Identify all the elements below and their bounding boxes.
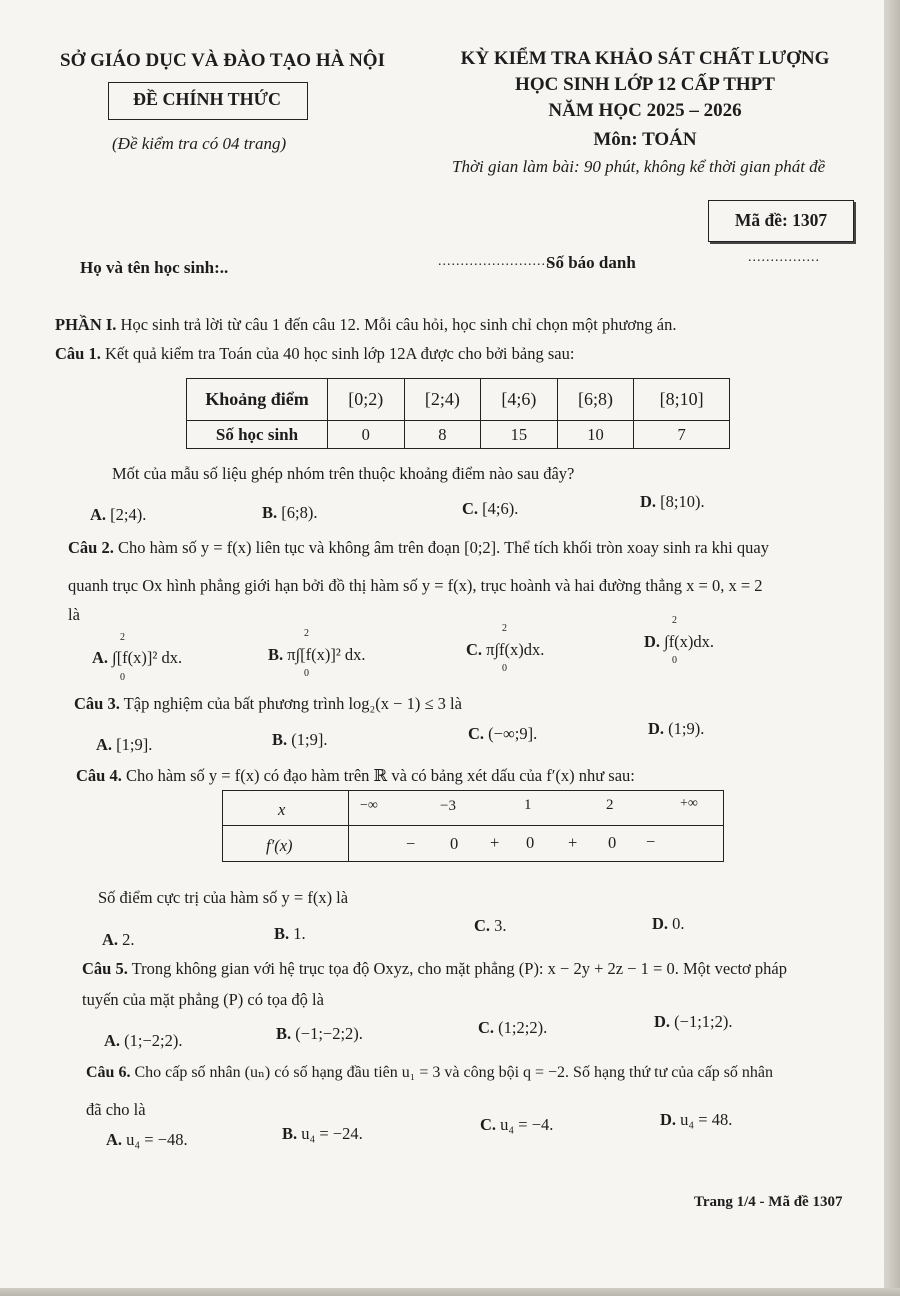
- student-name-dots: ..........................: [438, 254, 555, 269]
- exam-title-1: KỲ KIỂM TRA KHẢO SÁT CHẤT LƯỢNG: [460, 48, 830, 69]
- q3-option-c[interactable]: C. (−∞;9].: [468, 724, 538, 743]
- score-count: 8: [404, 421, 481, 449]
- q2-option-d[interactable]: D. ∫f(x)dx.: [644, 632, 715, 651]
- question-1: [55, 344, 574, 364]
- exam-title-2: HỌC SINH LỚP 12 CẤP THPT: [515, 74, 775, 95]
- sign-table-sign: +: [490, 833, 500, 852]
- question-3: [74, 694, 462, 714]
- exam-code: Mã đề: 1307: [734, 210, 828, 230]
- sign-table-sign: +: [568, 833, 578, 852]
- page-edge-shadow: [884, 0, 900, 1296]
- student-name-label: Họ và tên học sinh:..: [80, 258, 229, 277]
- subject: Môn: TOÁN: [593, 129, 697, 150]
- q2-option-a[interactable]: A. ∫[f(x)]² dx.: [92, 648, 183, 667]
- q1-option-c[interactable]: C. [4;6).: [462, 499, 519, 518]
- q5-option-d[interactable]: D. (−1;1;2).: [654, 1012, 733, 1031]
- time-note: Thời gian làm bài: 90 phút, không kể thời gian phát đề: [452, 157, 826, 176]
- score-count: 10: [557, 421, 634, 449]
- sign-table-x-value: 1: [524, 797, 532, 813]
- sign-table-x-value: −∞: [360, 798, 378, 813]
- q1-label: Câu 1.: [55, 344, 101, 363]
- sign-table-fprime-label: f′(x): [266, 836, 293, 855]
- question-6: [86, 1062, 773, 1082]
- sign-table-x-value: +∞: [680, 796, 698, 811]
- q2-a-lower: 0: [120, 672, 125, 683]
- q4-option-a[interactable]: A. 2.: [102, 930, 135, 949]
- q2-a-upper: 2: [120, 632, 125, 643]
- score-interval-row: [187, 379, 730, 421]
- q6-label: Câu 6.: [86, 1064, 131, 1081]
- question-4: [76, 766, 635, 786]
- q2-line1: Cho hàm số y = f(x) liên tục và không âm trên đoạn [0;2]. Thể tích khối tròn xoay sinh ra khi quay: [113, 538, 769, 557]
- q2-option-b[interactable]: B. π∫[f(x)]² dx.: [268, 645, 366, 664]
- score-interval: [4;6): [481, 379, 558, 421]
- q3-option-d[interactable]: D. (1;9).: [648, 719, 705, 738]
- q6-line1: Cho cấp số nhân (uₙ) có số hạng đầu tiên u₁ = 3 và công bội q = −2. Số hạng thứ tư của cấp số nhân: [130, 1064, 774, 1081]
- q2-c-upper: 2: [502, 623, 507, 634]
- department-name: SỞ GIÁO DỤC VÀ ĐÀO TẠO HÀ NỘI: [60, 50, 385, 71]
- q2-line3: là: [68, 605, 80, 624]
- q3-option-b[interactable]: B. (1;9].: [272, 730, 328, 749]
- q2-option-c[interactable]: C. π∫f(x)dx.: [466, 640, 545, 659]
- q5-option-c[interactable]: C. (1;2;2).: [478, 1018, 548, 1037]
- score-table: [186, 378, 730, 449]
- official-label: ĐỀ CHÍNH THỨC: [132, 89, 282, 109]
- q6-option-a[interactable]: A. u₄ = −48.: [106, 1130, 188, 1149]
- q4-option-d[interactable]: D. 0.: [652, 914, 685, 933]
- part1-text: Học sinh trả lời từ câu 1 đến câu 12. Mỗi câu hỏi, học sinh chỉ chọn một phương án.: [116, 315, 677, 334]
- q1-option-b[interactable]: B. [6;8).: [262, 503, 318, 522]
- q6-line2: đã cho là: [86, 1100, 146, 1119]
- q3-label: Câu 3.: [74, 694, 120, 713]
- q1-text: Kết quả kiểm tra Toán của 40 học sinh lớp 12A được cho bởi bảng sau:: [100, 344, 575, 363]
- question-2: [68, 538, 769, 558]
- q5-option-a[interactable]: A. (1;−2;2).: [104, 1031, 183, 1050]
- q4-question: Số điểm cực trị của hàm số y = f(x) là: [98, 888, 349, 907]
- q5-option-b[interactable]: B. (−1;−2;2).: [276, 1024, 363, 1043]
- sign-table-sign: −: [406, 834, 416, 853]
- sign-table-x-value: 2: [606, 797, 614, 813]
- q6-option-b[interactable]: B. u₄ = −24.: [282, 1124, 363, 1143]
- score-table-header-count: Số học sinh: [187, 421, 328, 449]
- exam-year: NĂM HỌC 2025 – 2026: [548, 100, 742, 121]
- q3-text: Tập nghiệm của bất phương trình log₂(x − 1) ≤ 3 là: [119, 694, 462, 713]
- score-count: 0: [328, 421, 405, 449]
- sign-table-col-divider: [348, 791, 349, 861]
- q1-option-d[interactable]: D. [8;10).: [640, 492, 705, 511]
- student-id-dots: ................: [748, 250, 820, 265]
- question-5: [82, 959, 787, 979]
- q2-line2: quanh trục Ox hình phẳng giới hạn bởi đồ thị hàm số y = f(x), trục hoành và hai đường thẳng x = 0, x = 2: [68, 576, 763, 595]
- q6-option-d[interactable]: D. u₄ = 48.: [660, 1110, 733, 1129]
- sign-table-sign: 0: [450, 834, 459, 853]
- q1-option-a[interactable]: A. [2;4).: [90, 505, 147, 524]
- q5-label: Câu 5.: [82, 959, 128, 978]
- q4-option-c[interactable]: C. 3.: [474, 916, 507, 935]
- part1-instruction: [55, 315, 676, 335]
- score-interval: [2;4): [404, 379, 481, 421]
- q1-question: Mốt của mẫu số liệu ghép nhóm trên thuộc khoảng điểm nào sau đây?: [112, 464, 575, 483]
- q4-label: Câu 4.: [76, 766, 122, 785]
- part1-label: PHẦN I.: [55, 315, 117, 334]
- score-interval: [0;2): [328, 379, 405, 421]
- score-count-row: [187, 421, 730, 449]
- sign-table-row-divider: [223, 825, 723, 826]
- sign-table-sign: 0: [526, 833, 535, 852]
- pages-note: (Đề kiểm tra có 04 trang): [112, 134, 287, 153]
- student-id-label: Số báo danh: [546, 253, 636, 272]
- score-interval: [8;10]: [634, 379, 730, 421]
- q2-d-lower: 0: [672, 655, 677, 666]
- q5-line1: Trong không gian với hệ trục tọa độ Oxyz, cho mặt phẳng (P): x − 2y + 2z − 1 = 0. Một vectơ pháp: [127, 959, 787, 978]
- score-count: 7: [634, 421, 730, 449]
- q2-b-upper: 2: [304, 628, 309, 639]
- q2-d-upper: 2: [672, 615, 677, 626]
- score-count: 15: [481, 421, 558, 449]
- q6-option-c[interactable]: C. u₄ = −4.: [480, 1115, 554, 1134]
- sign-table-sign: 0: [608, 833, 617, 852]
- sign-table-sign: −: [646, 832, 656, 851]
- sign-table-x-label: x: [278, 800, 286, 819]
- page-footer: Trang 1/4 - Mã đề 1307: [694, 1194, 843, 1210]
- q4-option-b[interactable]: B. 1.: [274, 924, 306, 943]
- score-interval: [6;8): [557, 379, 634, 421]
- q4-text: Cho hàm số y = f(x) có đạo hàm trên ℝ và có bảng xét dấu của f′(x) như sau:: [121, 766, 635, 785]
- page-bottom-shadow: [0, 1288, 900, 1296]
- q3-option-a[interactable]: A. [1;9].: [96, 735, 153, 754]
- q2-b-lower: 0: [304, 668, 309, 679]
- sign-table-x-value: −3: [440, 798, 456, 814]
- q5-line2: tuyến của mặt phẳng (P) có tọa độ là: [82, 990, 324, 1009]
- score-table-header-interval: Khoảng điểm: [187, 379, 328, 421]
- q2-c-lower: 0: [502, 663, 507, 674]
- q2-label: Câu 2.: [68, 538, 114, 557]
